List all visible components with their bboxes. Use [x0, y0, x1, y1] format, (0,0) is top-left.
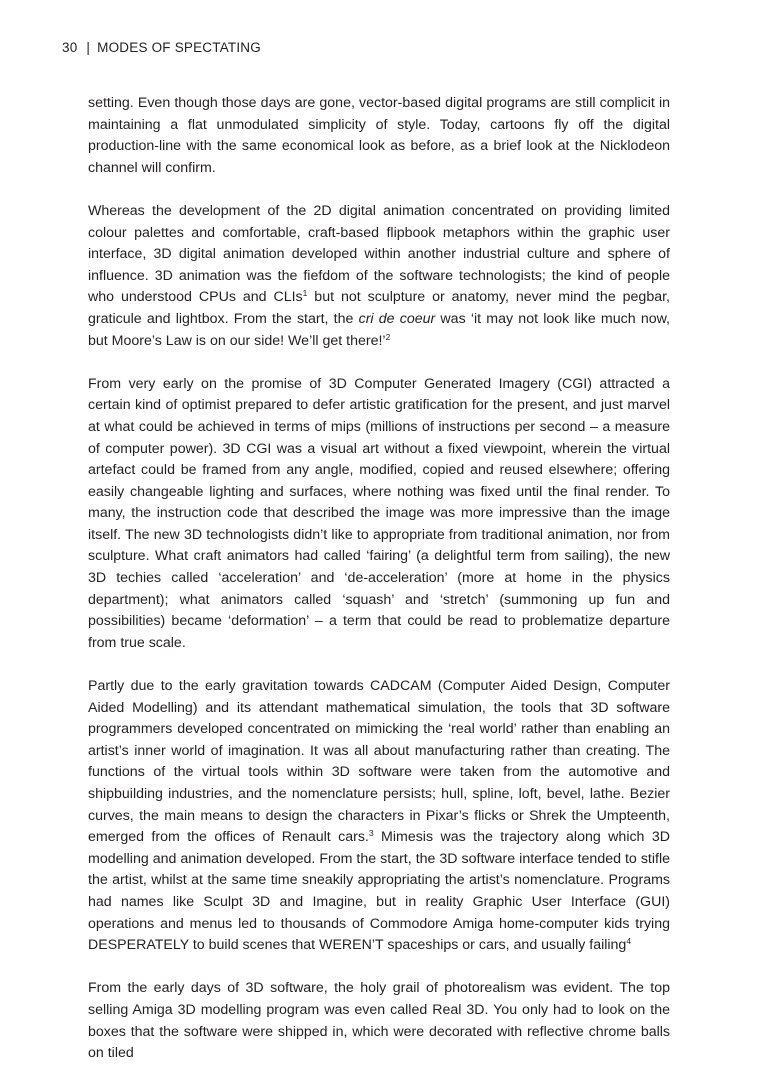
body-text	[88, 93, 670, 1086]
footnote-ref-1: 1	[302, 288, 308, 299]
paragraph-3	[88, 374, 670, 655]
header-separator: |	[86, 40, 91, 55]
paragraph-4	[88, 676, 670, 957]
paragraph-2-text-c: was ‘it may not look like much now, but Moore’s Law is on our side! We’ll get there!’	[88, 310, 670, 349]
paragraph-2-text-b: but not sculpture or anatomy, never mind the pegbar, graticule and lightbox. From the start, the	[88, 289, 670, 327]
paragraph-1-text: setting. Even though those days are gone, vector-based digital programs are still complicit in maintaining a flat unmodulated simplicity of style. Today, cartoons fly off the digital production-line with the same economical look as before, as a brief look at the Nicklodeon channel will confirm.	[88, 95, 670, 176]
paragraph-4-text-a: Partly due to the early gravitation towards CADCAM (Computer Aided Design, Computer Aided Modelling) and its attendant mathematical simulation, the tools that 3D software programmers developed concentrated on mimicking the ‘real world’ rather than enabling an artist’s inner world of imagination. It was all about manufacturing rather than creating. The functions of the virtual tools within 3D software were taken from the automotive and shipbuilding industries, and the nomenclature persists; hull, spline, loft, bevel, lathe. Bezier curves, the main means to design the characters in Pixar’s flicks or Shrek the Umpteenth, emerged from the offices of Renault cars.	[88, 678, 670, 846]
italic-phrase: cri de coeur	[358, 310, 436, 327]
running-header	[62, 40, 261, 55]
paragraph-2	[88, 201, 670, 352]
footnote-ref-3: 3	[368, 828, 374, 839]
paragraph-4-text-b: Mimesis was the trajectory along which 3D modelling and animation developed. From the start, the 3D software interface tended to stifle the artist, whilst at the same time sneakily appropriating the artist’s nomenclature. Programs had names like Sculpt 3D and Imagine, but in reality Graphic User Interface (GUI) operations and menus led to thousands of Commodore Amiga home-computer kids trying DESPERATELY to build scenes that WEREN’T spaceships or cars, and usually failing	[88, 829, 671, 954]
paragraph-5-text: From the early days of 3D software, the holy grail of photorealism was evident. The top selling Amiga 3D modelling program was even called Real 3D. You only had to look on the boxes that the software were shipped in, which were decorated with reflective chrome balls on tiled	[88, 980, 670, 1062]
paragraph-2-text-a: Whereas the development of the 2D digital animation concentrated on providing limited colour palettes and comfortable, craft-based flipbook metaphors within the graphic user interface, 3D digital animation developed within another industrial culture and sphere of influence. 3D animation was the fiefdom of the software technologists; the kind of people who understood CPUs and CLIs	[88, 202, 670, 306]
paragraph-3-text: From very early on the promise of 3D Computer Generated Imagery (CGI) attracted a certain kind of optimist prepared to defer artistic gratification for the present, and just marvel at what could be achieved in terms of mips (millions of instructions per second – a measure of computer power). 3D CGI was a visual art without a fixed viewpoint, wherein the virtual artefact could be framed from any angle, modified, copied and reused elsewhere; offering easily changeable lighting and surfaces, where nothing was fixed until the final render. To many, the instruction code that described the image was more impressive than the image itself. The new 3D technologists didn’t like to appropriate from traditional animation, nor from sculpture. What craft animators had called ‘fairing’ (a delightful term from sailing), the new 3D techies called ‘acceleration’ and ‘de-acceleration’ (more at home in the physics department); what animators called ‘squash’ and ‘stretch’ (summoning up fun and possibilities) became ‘deformation’ – a term that could be read to problematize departure from true scale.	[88, 375, 670, 651]
paragraph-1	[88, 93, 670, 179]
chapter-title: MODES OF SPECTATING	[97, 40, 261, 55]
footnote-ref-4: 4	[626, 936, 632, 947]
footnote-ref-2: 2	[385, 331, 391, 342]
page-number: 30	[62, 40, 78, 55]
paragraph-5	[88, 978, 670, 1064]
